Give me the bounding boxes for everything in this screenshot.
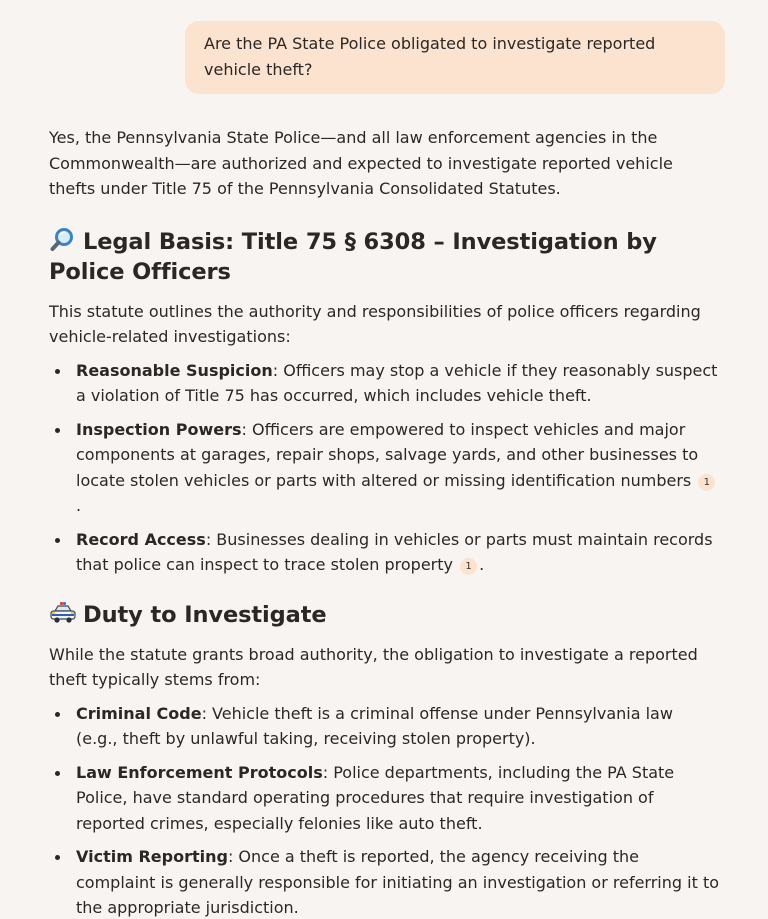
- section-heading-legal-basis: [49, 227, 719, 287]
- list-item-term: Record Access: [76, 529, 206, 549]
- list-item: Record Access: Businesses dealing in vehicles or parts must maintain records that police can inspect to trace stolen property 1 .: [49, 527, 719, 578]
- list-item-text: : Once a theft is reported, the agency receiving the complaint is generally responsible for initiating an investigation or referring it to the appropriate jurisdiction.: [76, 847, 719, 917]
- section-heading-text: Duty to Investigate: [83, 601, 327, 628]
- answer-intro: Yes, the Pennsylvania State Police—and all law enforcement agencies in the Commonwealth—are authorized and expected to investigate reported vehicle thefts under Title 75 of the Pennsylvania Consolidated Statutes.: [49, 128, 673, 198]
- list-item-text: : Officers may stop a vehicle if they reasonably suspect a violation of Title 75 has occurred, which includes vehicle theft.: [76, 360, 718, 405]
- list-item: [49, 701, 719, 752]
- magnifying-glass-icon: [49, 227, 77, 253]
- citation-badge[interactable]: 1: [698, 474, 715, 491]
- user-message-bubble[interactable]: Are the PA State Police obligated to investigate reported vehicle theft?: [185, 21, 725, 94]
- list-item-text: : Businesses dealing in vehicles or parts must maintain records that police can inspect to trace stolen property: [76, 529, 713, 574]
- list-item-text: : Officers are empowered to inspect vehicles and major components at garages, repair shops, salvage yards, and other businesses to locate stolen vehicles or parts with altered or missing identification numbers: [76, 419, 699, 490]
- section-heading-text: Legal Basis: Title 75 § 6308 – Investigation by Police Officers: [49, 228, 657, 285]
- section-heading-duty: [49, 600, 719, 630]
- user-message-row: [49, 0, 725, 94]
- list-item-term: Law Enforcement Protocols: [76, 762, 323, 782]
- legal-basis-list: [49, 358, 719, 578]
- list-item: [49, 844, 719, 919]
- list-item-term: Criminal Code: [76, 703, 202, 723]
- section-lead: While the statute grants broad authority, the obligation to investigate a reported theft typically stems from:: [49, 644, 698, 689]
- list-item: Inspection Powers: Officers are empowered to inspect vehicles and major components at garages, repair shops, salvage yards, and other businesses to locate stolen vehicles or parts with altered or missing identification numbers 1.: [49, 417, 719, 519]
- citation-badge[interactable]: 1: [460, 558, 477, 575]
- duty-list: [49, 701, 719, 919]
- list-item-term: Victim Reporting: [76, 847, 228, 866]
- police-car-icon: [49, 600, 77, 626]
- list-item-term: Reasonable Suspicion: [76, 360, 273, 380]
- list-item-text: : Police departments, including the PA State Police, have standard operating procedures that require investigation of reported crimes, especially felonies like auto theft.: [76, 762, 675, 833]
- assistant-response: [49, 94, 719, 919]
- list-item-term: Inspection Powers: [76, 419, 242, 439]
- section-lead: This statute outlines the authority and responsibilities of police officers regarding vehicle-related investigations:: [49, 301, 701, 346]
- list-item: [49, 760, 719, 837]
- list-item: [49, 358, 719, 409]
- list-item-text: : Vehicle theft is a criminal offense under Pennsylvania law (e.g., theft by unlawful taking, receiving stolen property).: [76, 703, 673, 748]
